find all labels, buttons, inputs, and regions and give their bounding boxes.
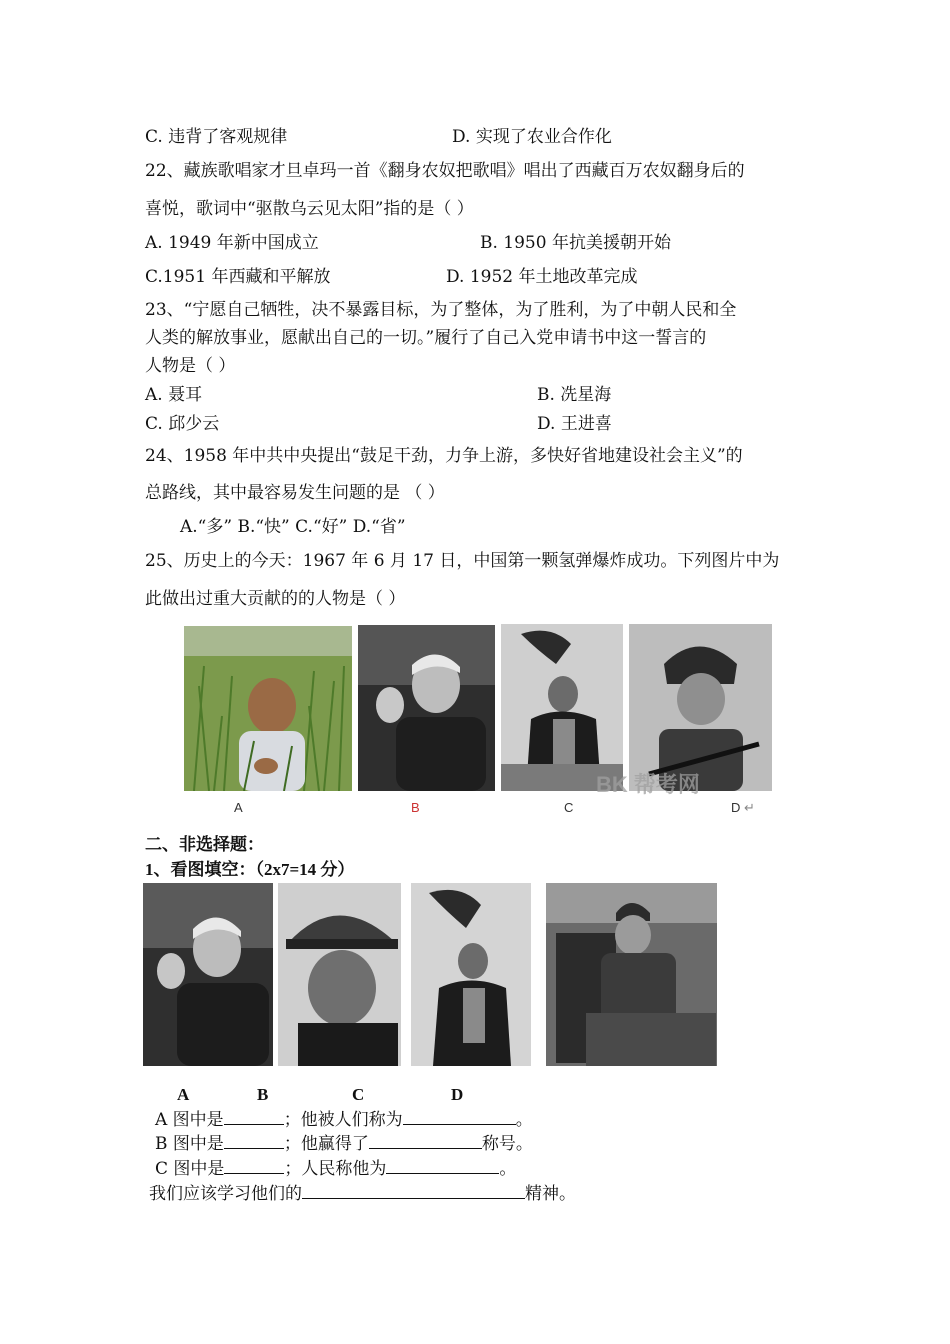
q24-options: A.“多” B.“快” C.“好” D.“省”	[180, 517, 406, 537]
q25-stem-line2: 此做出过重大贡献的的人物是（ ）	[145, 589, 406, 609]
q22-stem-line2: 喜悦，歌词中“驱散乌云见太阳”指的是（ ）	[145, 199, 474, 219]
fill-c-middle: ；人民称他为	[284, 1159, 387, 1179]
blank-c-title[interactable]	[386, 1157, 499, 1174]
fill-a-suffix: 。	[515, 1110, 533, 1130]
fill-b-suffix: 称号。	[481, 1134, 533, 1154]
s2-label-d: D	[451, 1085, 464, 1104]
q22-option-b: B. 1950 年抗美援朝开始	[480, 233, 671, 253]
fill-row-d	[149, 1182, 576, 1205]
fill-a-prefix: A 图中是	[155, 1110, 224, 1130]
photo-s2-d-soldier-truck	[546, 883, 717, 1066]
q24-stem-line2: 总路线，其中最容易发生问题的是 （ ）	[145, 483, 445, 503]
photo-q25-b-scientist	[358, 625, 495, 791]
photo-q25-a-rice-field	[184, 626, 352, 791]
s2-label-b: B	[257, 1085, 269, 1104]
q25-caption-a: A	[234, 800, 243, 815]
fill-a-middle: ；他被人们称为	[283, 1110, 403, 1130]
q25-caption-d: D	[731, 800, 741, 815]
q21-option-c: C. 违背了客观规律	[145, 127, 288, 147]
q23-stem-line3: 人物是（ ）	[145, 356, 236, 376]
q23-option-b: B. 冼星海	[537, 385, 612, 405]
q23-option-d: D. 王进喜	[537, 414, 612, 434]
watermark-text: BK 帮考网	[596, 772, 700, 797]
blank-b-title[interactable]	[369, 1132, 482, 1149]
q25-caption-b: B	[411, 800, 420, 815]
return-mark-icon: ↵	[744, 800, 755, 815]
blank-a-name[interactable]	[224, 1108, 284, 1125]
s2-label-c: C	[352, 1085, 365, 1104]
fill-c-suffix: 。	[499, 1159, 517, 1179]
q22-stem-line1: 22、藏族歌唱家才旦卓玛一首《翻身农奴把歌唱》唱出了西藏百万农奴翻身后的	[145, 161, 745, 181]
s2-label-a: A	[177, 1085, 190, 1104]
q22-option-c: C.1951 年西藏和平解放	[145, 267, 331, 287]
blank-a-title[interactable]	[403, 1108, 516, 1125]
q22-option-d: D. 1952 年土地改革完成	[446, 267, 638, 287]
photo-q25-c-musician	[501, 624, 623, 791]
q23-stem-line2: 人类的解放事业，愿献出自己的一切。”履行了自己入党申请书中这一誓言的	[145, 328, 707, 348]
fill-b-prefix: B 图中是	[155, 1134, 224, 1154]
q23-option-a: A. 聂耳	[145, 385, 203, 405]
fill-c-prefix: C 图中是	[155, 1159, 225, 1179]
blank-c-name[interactable]	[224, 1157, 284, 1174]
q23-option-c: C. 邱少云	[145, 414, 220, 434]
fill-row-b	[155, 1132, 533, 1155]
fill-row-a	[155, 1108, 533, 1131]
blank-b-name[interactable]	[224, 1132, 284, 1149]
fill-row-c	[155, 1157, 516, 1180]
fill-d-suffix: 精神。	[525, 1184, 576, 1204]
q25-caption-c: C	[564, 800, 574, 815]
section2-heading: 二、非选择题：	[145, 835, 264, 854]
q23-stem-line1: 23、“宁愿自己牺牲，决不暴露目标，为了整体，为了胜利，为了中朝人民和全	[145, 300, 737, 320]
photo-s2-b-worker	[278, 883, 401, 1066]
fill-b-middle: ；他赢得了	[283, 1134, 369, 1154]
q25-stem-line1: 25、历史上的今天：1967 年 6 月 17 日，中国第一颗氢弹爆炸成功。下列图片中为	[145, 551, 780, 571]
blank-d-spirit[interactable]	[302, 1182, 525, 1199]
photo-q25-d-soldier	[629, 624, 772, 791]
fill-d-prefix: 我们应该学习他们的	[149, 1184, 302, 1204]
photo-s2-a-scientist	[143, 883, 273, 1066]
section2-q1-title: 1、看图填空：（2x7=14 分）	[145, 860, 355, 879]
q21-option-d: D. 实现了农业合作化	[452, 127, 612, 147]
photo-s2-c-musician	[411, 883, 531, 1066]
q22-option-a: A. 1949 年新中国成立	[145, 233, 319, 253]
q24-stem-line1: 24、1958 年中共中央提出“鼓足干劲，力争上游，多快好省地建设社会主义”的	[145, 446, 743, 466]
